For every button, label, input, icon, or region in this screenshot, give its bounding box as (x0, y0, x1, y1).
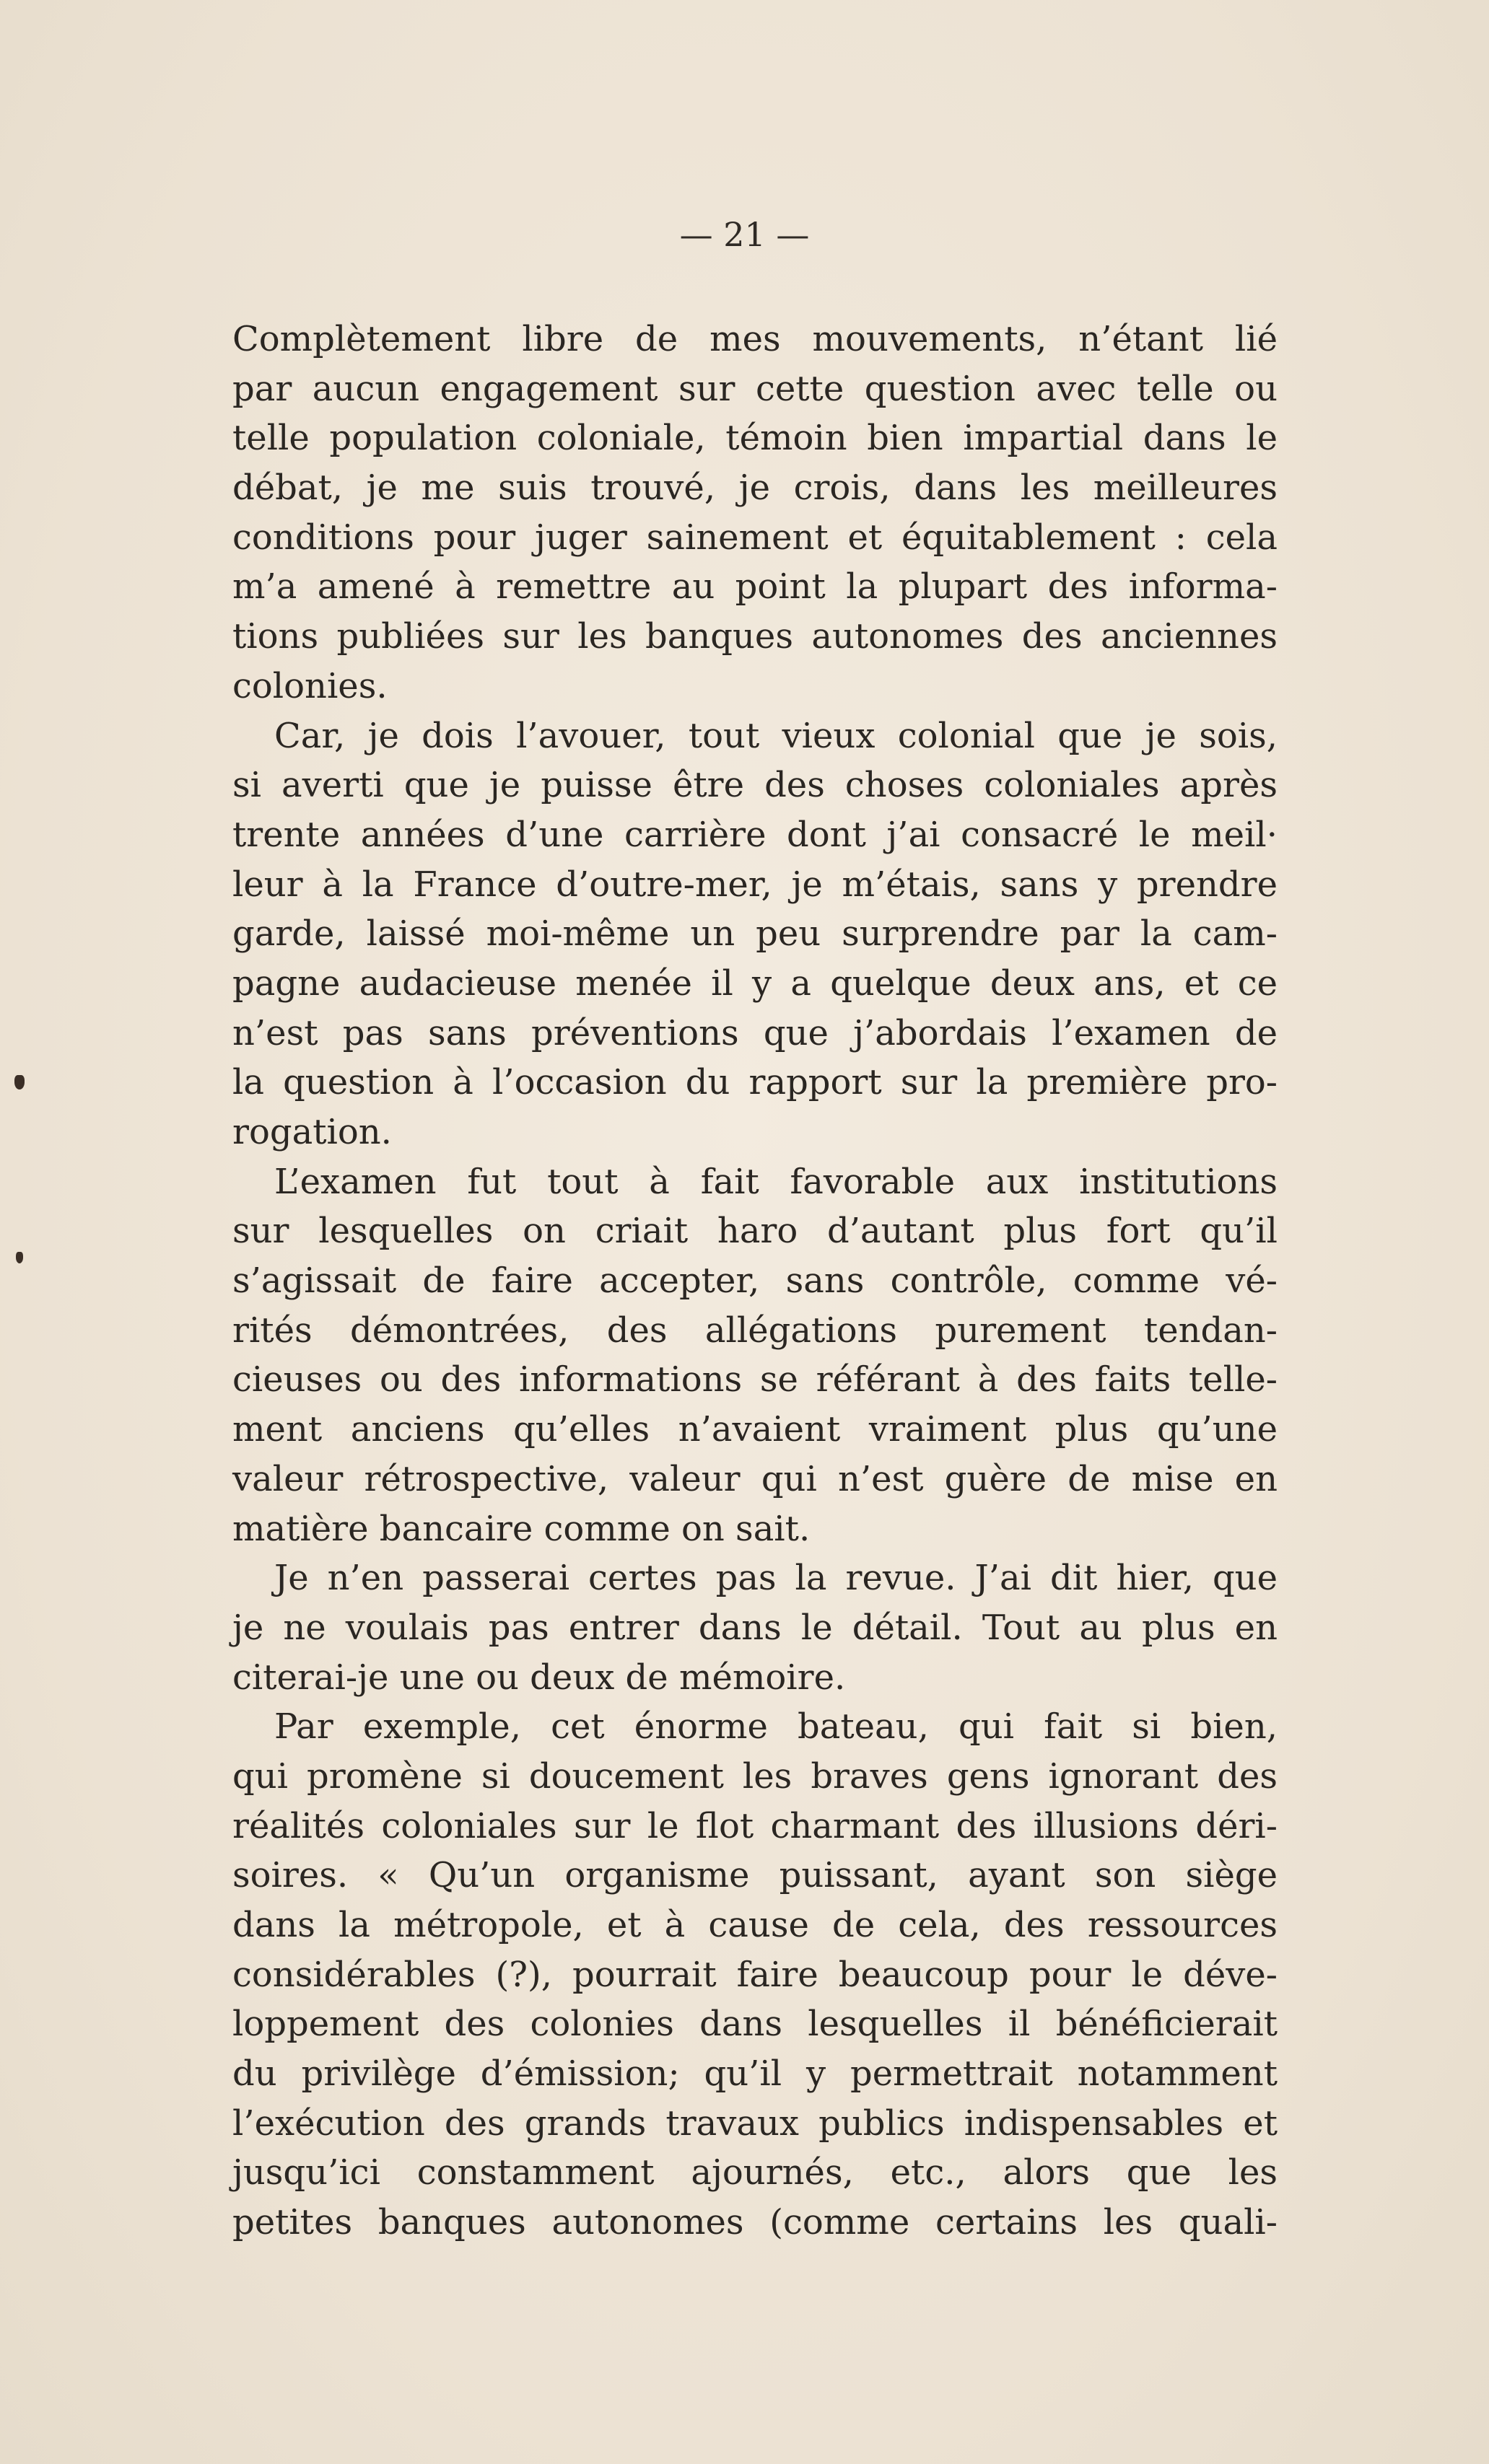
text-line: par aucun engagement sur cette question avec telle ou (232, 368, 1278, 409)
text-line: considérables (?), pourrait faire beaucoup pour le déve- (232, 1954, 1278, 1995)
text-line: m’a amené à remettre au point la plupart des informa- (232, 566, 1278, 608)
text-line: s’agissait de faire accepter, sans contrôle, comme vé- (232, 1261, 1278, 1302)
text-line: réalités coloniales sur le flot charmant des illusions déri- (232, 1805, 1278, 1846)
text-line: la question à l’occasion du rapport sur la première pro- (232, 1062, 1278, 1103)
text-line: trente années d’une carrière dont j’ai consacré le meil· (232, 814, 1278, 855)
text-line: cieuses ou des informations se référant à des faits telle- (232, 1359, 1278, 1400)
text-line: soires. « Qu’un organisme puissant, ayant son siège (232, 1855, 1278, 1896)
text-line: matière bancaire comme on sait. (232, 1508, 811, 1549)
text-line: Complètement libre de mes mouvements, n’étant lié (232, 319, 1278, 359)
text-line: si averti que je puisse être des choses coloniales après (232, 765, 1278, 806)
text-line: leur à la France d’outre-mer, je m’étais, sans y prendre (232, 864, 1278, 905)
text-line: tions publiées sur les banques autonomes des anciennes (232, 616, 1278, 657)
text-line: telle population coloniale, témoin bien impartial dans le (232, 418, 1278, 459)
page-number: — 21 — (679, 215, 810, 254)
text-line: n’est pas sans préventions que j’abordais l’examen de (232, 1012, 1278, 1053)
text-line: ment anciens qu’elles n’avaient vraiment plus qu’une (232, 1409, 1278, 1450)
text-line: rités démontrées, des allégations purement tendan- (232, 1310, 1278, 1351)
text-line: loppement des colonies dans lesquelles il bénéficierait (232, 2004, 1278, 2045)
text-line: garde, laissé moi-même un peu surprendre par la cam- (232, 913, 1278, 955)
text-line: dans la métropole, et à cause de cela, des ressources (232, 1905, 1278, 1945)
text-line: valeur rétrospective, valeur qui n’est guère de mise en (232, 1458, 1278, 1499)
text-line: L’examen fut tout à fait favorable aux institutions (274, 1161, 1278, 1202)
text-line: du privilège d’émission; qu’il y permettrait notamment (232, 2053, 1278, 2095)
text-line: petites banques autonomes (comme certains les quali- (232, 2202, 1278, 2243)
text-line: Je n’en passerai certes pas la revue. J’ai dit hier, que (274, 1558, 1278, 1599)
text-line: Car, je dois l’avouer, tout vieux colonial que je sois, (274, 715, 1278, 756)
margin-ink-mark (14, 1075, 25, 1089)
text-line: l’exécution des grands travaux publics indispensables et (232, 2103, 1278, 2144)
text-line: sur lesquelles on criait haro d’autant plus fort qu’il (232, 1211, 1278, 1252)
text-line: jusqu’ici constamment ajournés, etc., alors que les (232, 2152, 1278, 2193)
text-line: conditions pour juger sainement et équitablement : cela (232, 517, 1278, 558)
text-line: citerai-je une ou deux de mémoire. (232, 1657, 846, 1698)
text-line: débat, je me suis trouvé, je crois, dans les meilleures (232, 468, 1278, 509)
text-line: pagne audacieuse menée il y a quelque deux ans, et ce (232, 963, 1278, 1004)
text-line: qui promène si doucement les braves gens ignorant des (232, 1755, 1278, 1797)
margin-ink-mark (16, 1252, 23, 1263)
text-line: Par exemple, cet énorme bateau, qui fait si bien, (274, 1706, 1278, 1748)
text-line: colonies. (232, 665, 388, 706)
text-line: je ne voulais pas entrer dans le détail. Tout au plus en (232, 1607, 1278, 1648)
text-line: rogation. (232, 1112, 392, 1152)
body-text (232, 315, 1278, 2248)
